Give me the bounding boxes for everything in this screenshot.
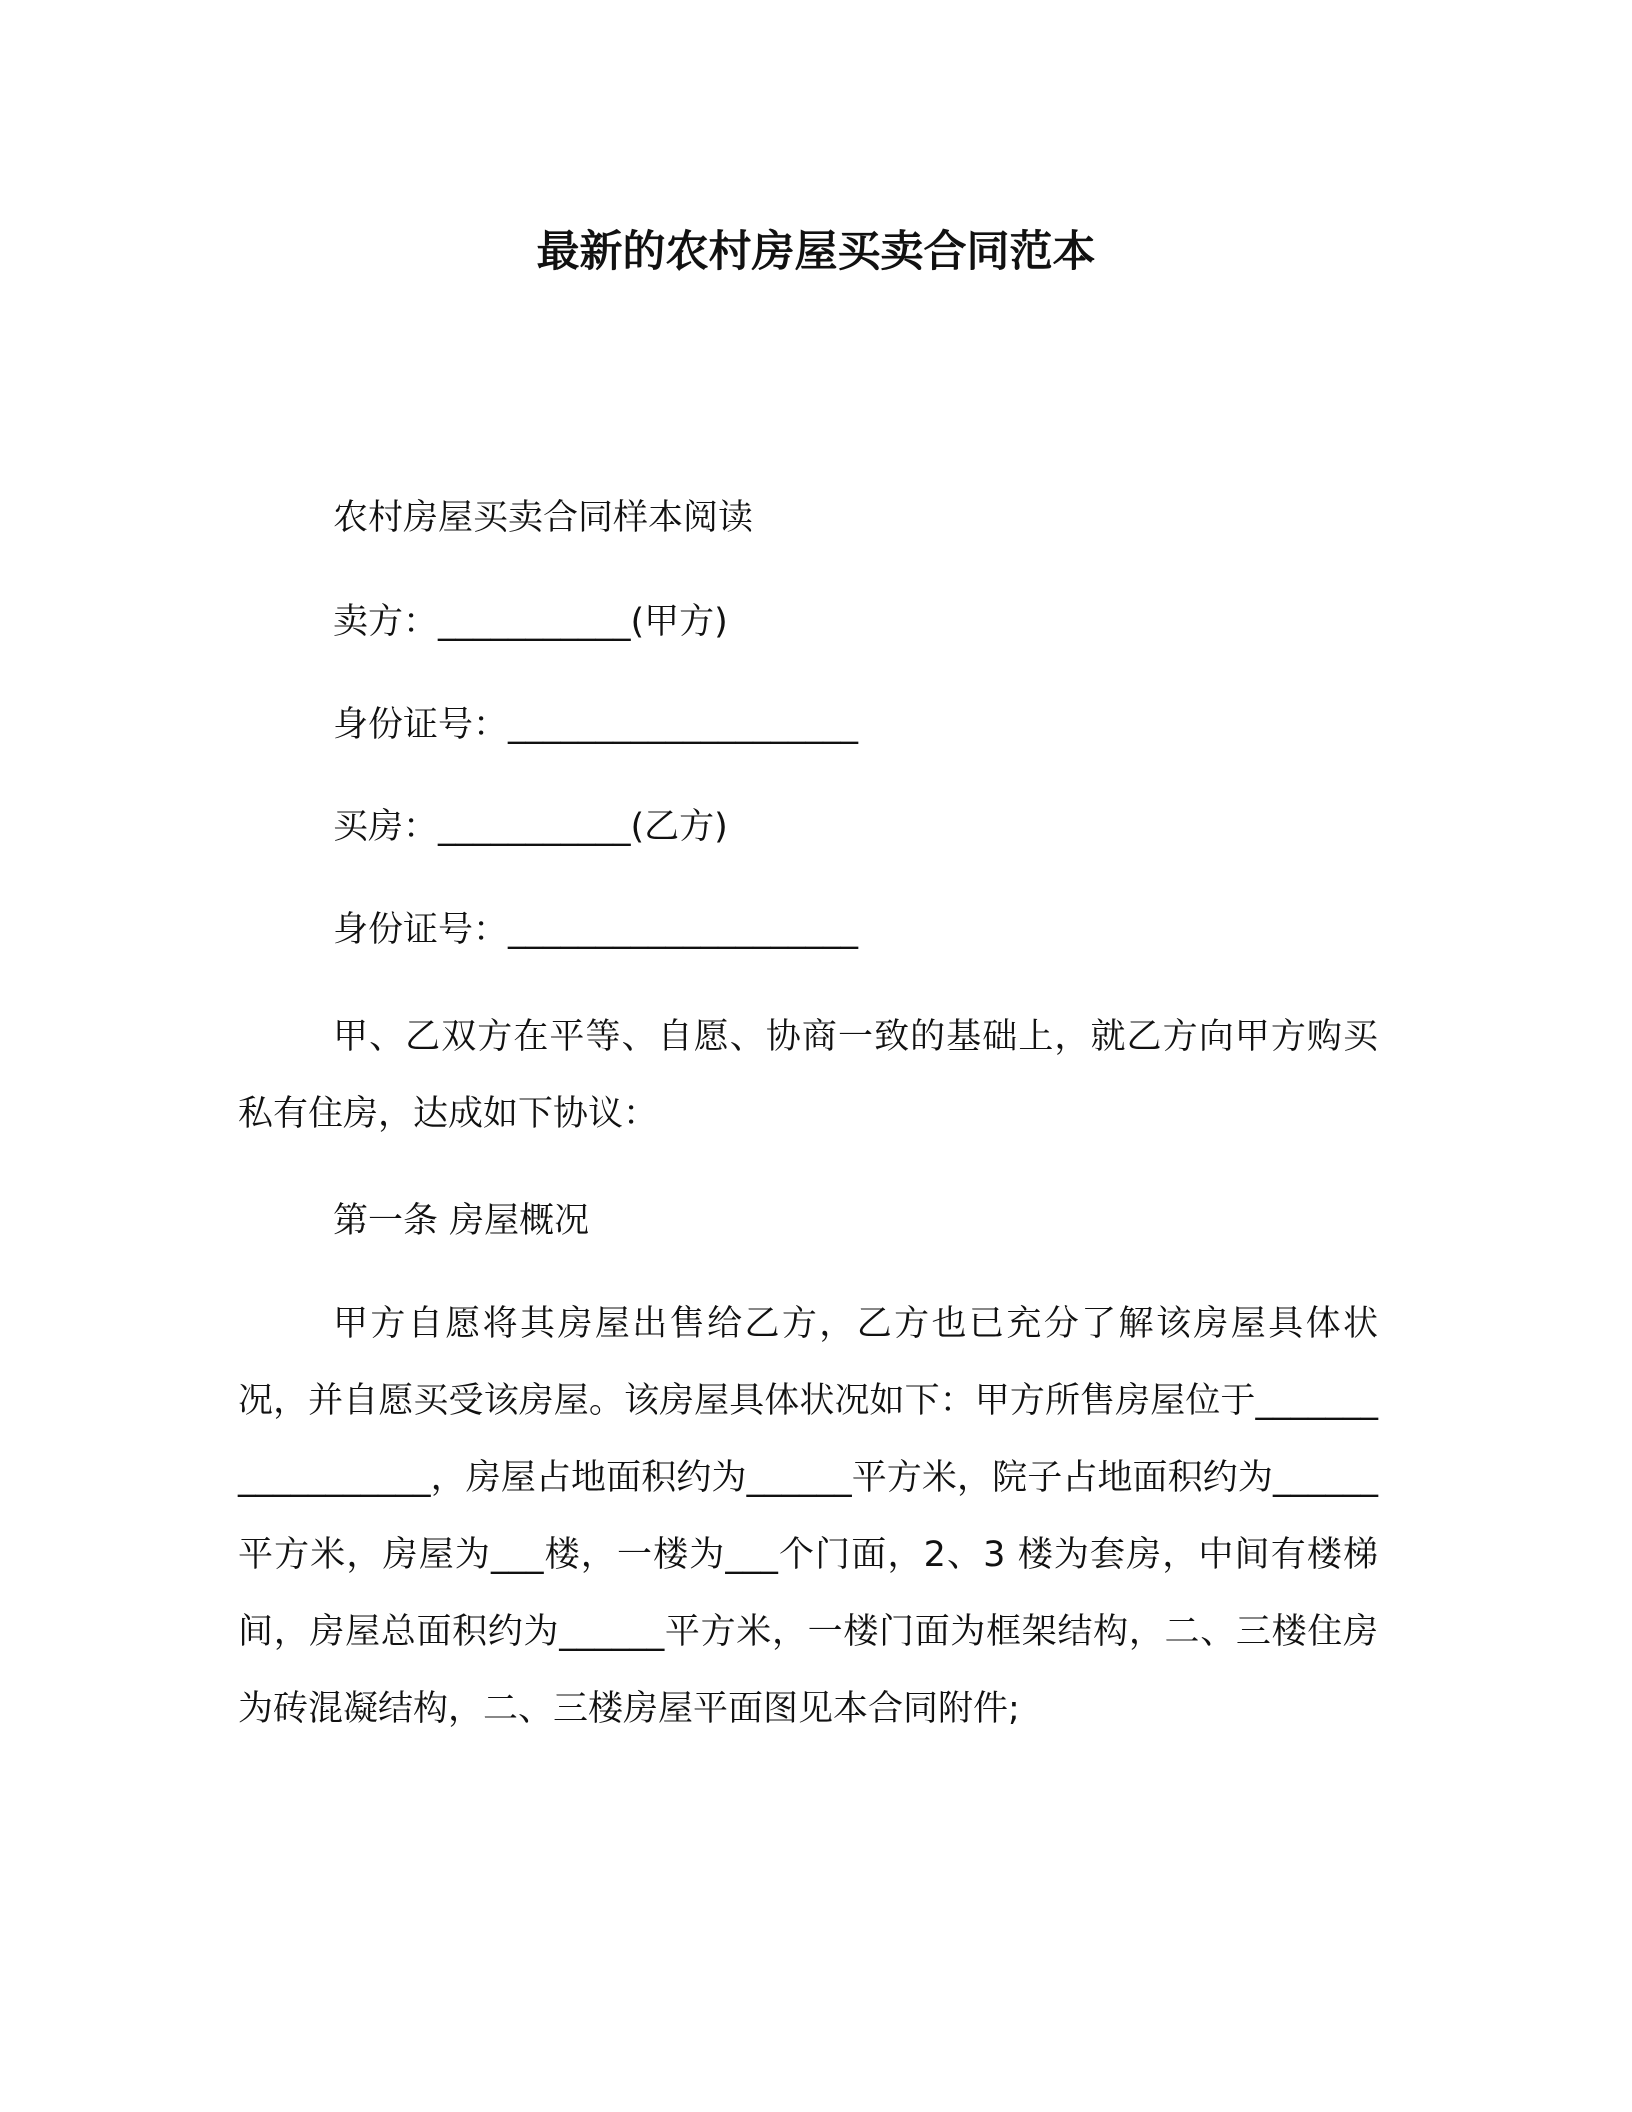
buyer-line: 买房：___________(乙方): [333, 807, 728, 847]
article1-body: 甲方自愿将其房屋出售给乙方，乙方也已充分了解该房屋具体状况，并自愿买受该房屋。该房屋具体状况如下：甲方所售房屋位于__________________，房屋占地面积约为______平方米，院子占地面积约为______平方米，房屋为___楼，一楼为___个门面，2、3 楼为套房，中间有楼梯间，房屋总面积约为______平方米，一楼门面为框架结构，二、三楼住房为砖混凝结构，二、三楼房屋平面图见本合同附件;: [238, 1304, 1378, 1729]
document-title: 最新的农村房屋买卖合同范本: [536, 227, 1096, 277]
buyer-id-line: 身份证号：____________________: [333, 910, 859, 950]
article1-heading: 第一条 房屋概况: [333, 1201, 590, 1241]
preamble-paragraph: 甲、乙双方在平等、自愿、协商一致的基础上，就乙方向甲方购买私有住房，达成如下协议：: [238, 1017, 1378, 1134]
seller-line: 卖方：___________(甲方): [333, 602, 728, 642]
subtitle: 农村房屋买卖合同样本阅读: [333, 498, 754, 538]
seller-id-line: 身份证号：____________________: [333, 705, 859, 745]
